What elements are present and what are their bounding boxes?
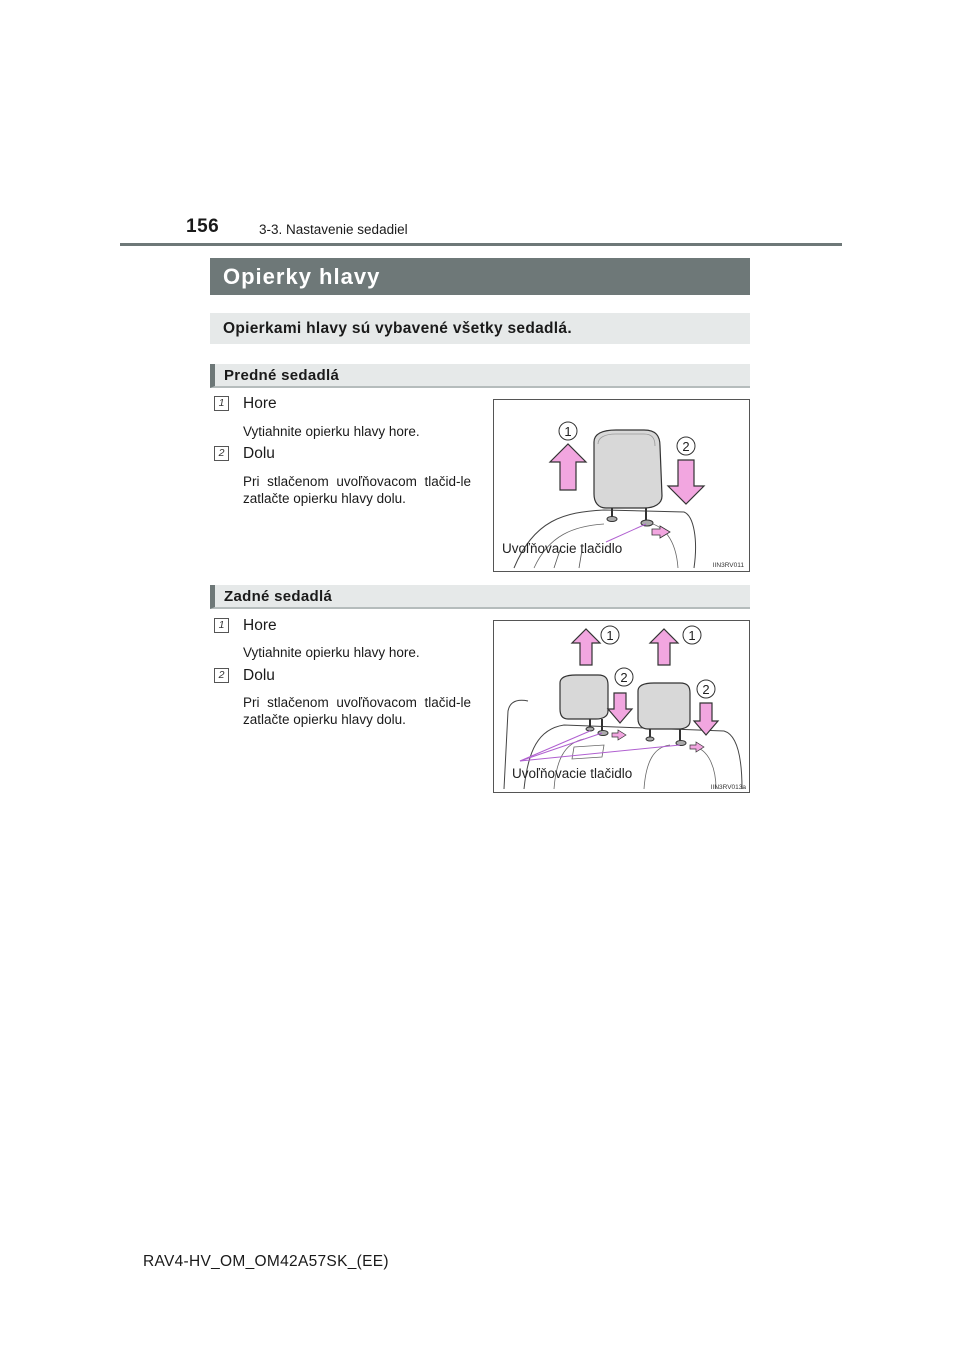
subsection-heading-rear: Zadné sedadlá bbox=[210, 585, 750, 609]
item-title-up: Hore bbox=[243, 395, 277, 412]
intro-box: Opierkami hlavy sú vybavené všetky sedadlá. bbox=[210, 313, 750, 344]
section-title: Opierky hlavy bbox=[210, 258, 750, 295]
item-title-up: Hore bbox=[243, 617, 277, 634]
figure-code: IIN3RV013a bbox=[710, 784, 746, 791]
svg-text:1: 1 bbox=[688, 628, 696, 643]
item-description: Pri stlačenom uvoľňovacom tlačid-le zatlačte opierku hlavy dolu. bbox=[243, 695, 471, 727]
svg-text:1: 1 bbox=[606, 628, 614, 643]
item-title-down: Dolu bbox=[243, 445, 275, 462]
item-title-down: Dolu bbox=[243, 667, 275, 684]
header-divider bbox=[120, 243, 842, 246]
item-description: Pri stlačenom uvoľňovacom tlačid-le zatlačte opierku hlavy dolu. bbox=[243, 474, 471, 506]
svg-text:2: 2 bbox=[682, 439, 690, 454]
figure-code: IIN3RV011 bbox=[712, 562, 744, 569]
subsection-heading-front: Predné sedadlá bbox=[210, 364, 750, 388]
chapter-title: 3-3. Nastavenie sedadiel bbox=[259, 222, 408, 237]
item-description: Vytiahnite opierku hlavy hore. bbox=[243, 645, 420, 660]
step-number-badge: 1 bbox=[214, 618, 229, 633]
step-number-badge: 1 bbox=[214, 396, 229, 411]
svg-text:1: 1 bbox=[564, 424, 572, 439]
release-button-callout: Uvoľňovacie tlačidlo bbox=[512, 766, 633, 781]
item-description: Vytiahnite opierku hlavy hore. bbox=[243, 424, 420, 439]
svg-text:2: 2 bbox=[702, 682, 710, 697]
page-number: 156 bbox=[186, 216, 220, 237]
rear-headrest-illustration bbox=[493, 620, 750, 793]
document-code-footer: RAV4-HV_OM_OM42A57SK_(EE) bbox=[143, 1253, 389, 1270]
step-number-badge: 2 bbox=[214, 668, 229, 683]
front-headrest-illustration bbox=[493, 399, 750, 572]
release-button-callout: Uvoľňovacie tlačidlo bbox=[502, 541, 623, 556]
step-number-badge: 2 bbox=[214, 446, 229, 461]
svg-text:2: 2 bbox=[620, 670, 628, 685]
